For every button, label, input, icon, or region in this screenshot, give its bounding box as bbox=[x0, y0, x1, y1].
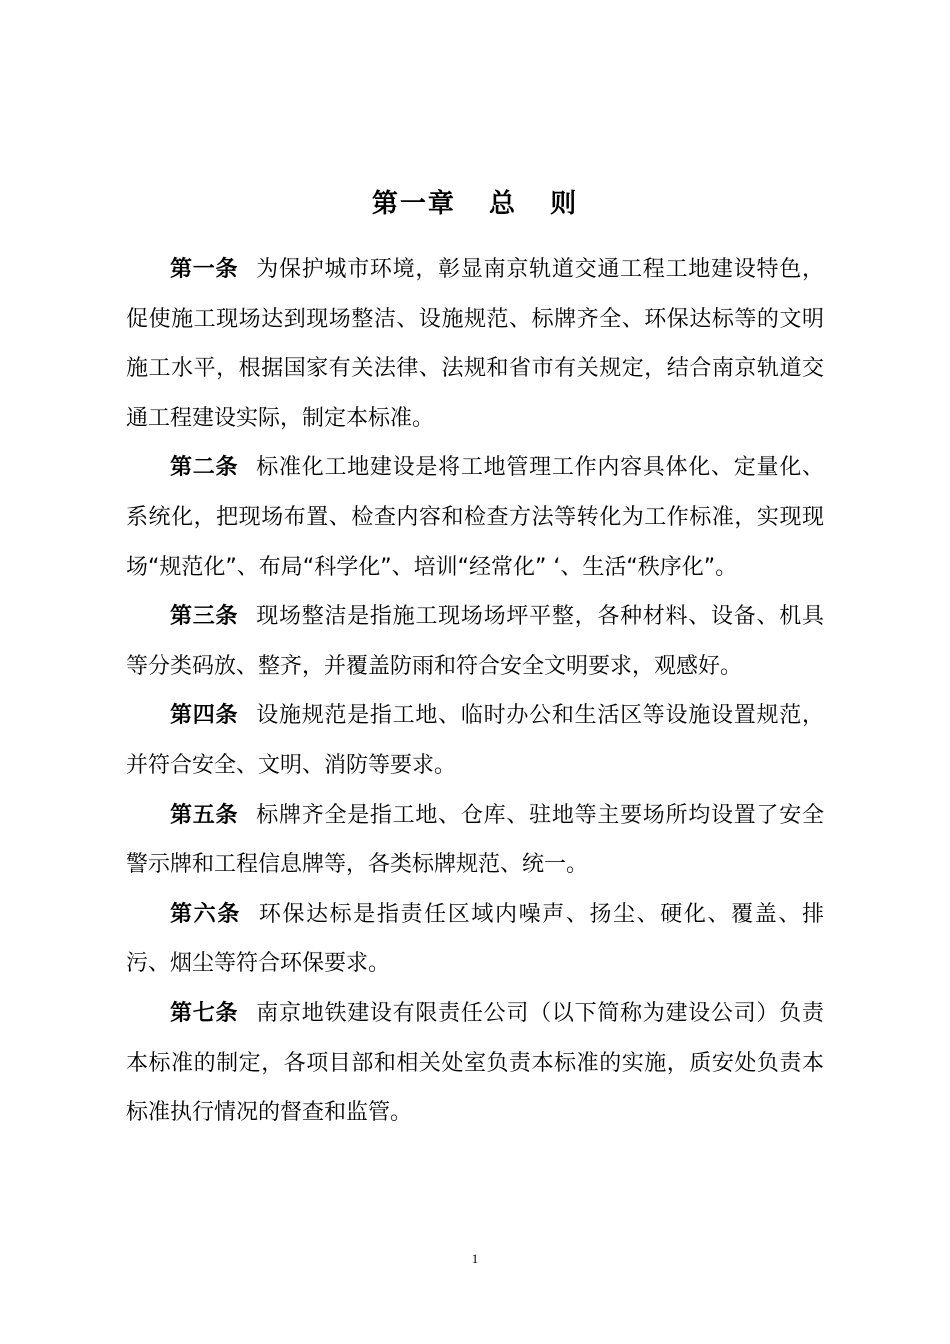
article-text: 现场整洁是指施工现场场坪平整，各种材料、设备、机具等分类码放、整齐，并覆盖防雨和符合安全文明要求，观感好。 bbox=[126, 604, 824, 679]
article-label: 第七条 bbox=[170, 1000, 239, 1026]
article-1 bbox=[126, 245, 824, 443]
article-text: 为保护城市环境，彰显南京轨道交通工程工地建设特色，促使施工现场达到现场整洁、设施规范、标牌齐全、环保达标等的文明施工水平，根据国家有关法律、法规和省市有关规定，结合南京轨道交通工程建设实际，制定本标准。 bbox=[126, 257, 824, 431]
article-text: 设施规范是指工地、临时办公和生活区等设施设置规范，并符合安全、文明、消防等要求。 bbox=[126, 703, 824, 778]
article-2 bbox=[126, 443, 824, 592]
article-6 bbox=[126, 890, 824, 989]
page-number: 1 bbox=[471, 1251, 479, 1266]
article-7 bbox=[126, 989, 824, 1138]
article-label: 第二条 bbox=[170, 455, 239, 481]
article-label: 第一条 bbox=[170, 257, 239, 282]
article-4 bbox=[126, 691, 824, 790]
article-5 bbox=[126, 791, 824, 890]
article-label: 第六条 bbox=[170, 901, 241, 927]
article-text: 环保达标是指责任区域内噪声、扬尘、硬化、覆盖、排污、烟尘等符合环保要求。 bbox=[126, 901, 824, 977]
article-text: 南京地铁建设有限责任公司（以下简称为建设公司）负责本标准的制定，各项目部和相关处室负责本标准的实施，质安处负责本标准执行情况的督查和监管。 bbox=[126, 1000, 824, 1126]
document-body bbox=[126, 245, 824, 1138]
article-3 bbox=[126, 592, 824, 691]
article-label: 第四条 bbox=[170, 703, 239, 729]
article-text: 标牌齐全是指工地、仓库、驻地等主要场所均设置了安全警示牌和工程信息牌等，各类标牌规范、统一。 bbox=[126, 802, 824, 878]
article-text: 标准化工地建设是将工地管理工作内容具体化、定量化、系统化，把现场布置、检查内容和检查方法等转化为工作标准，实现现场“规范化”、布局“科学化”、培训“经常化” ‘、生活“秩序化”。 bbox=[126, 455, 824, 580]
article-label: 第五条 bbox=[170, 802, 239, 828]
chapter-title: 第一章 总 则 bbox=[371, 189, 579, 219]
article-label: 第三条 bbox=[170, 604, 239, 630]
